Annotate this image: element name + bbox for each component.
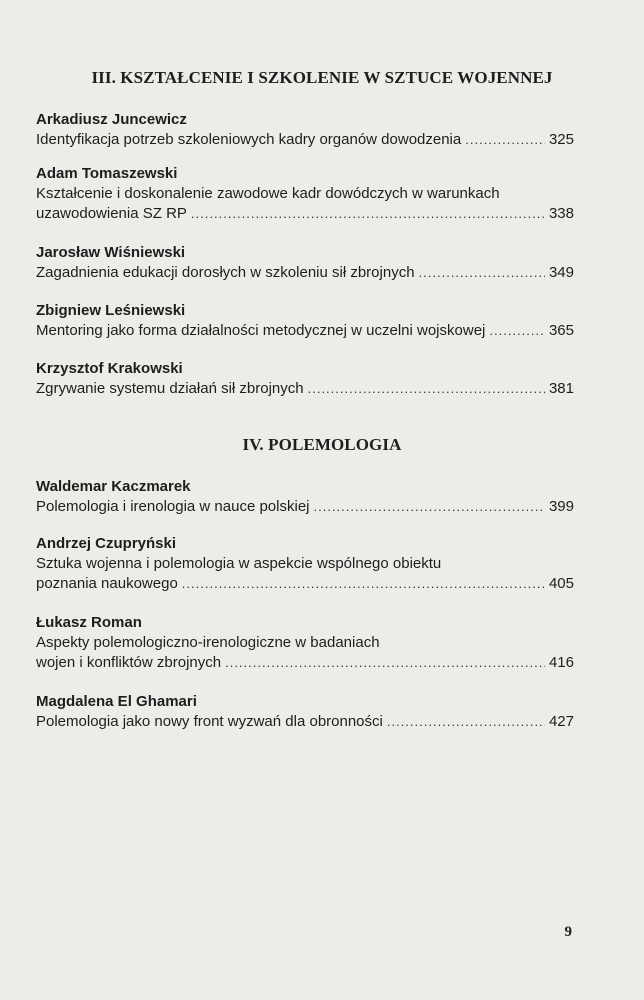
entry-author: Krzysztof Krakowski — [36, 360, 183, 377]
dot-leader — [225, 653, 545, 673]
entry-author: Andrzej Czupryński — [36, 535, 177, 552]
entry-page: 416 — [548, 654, 574, 671]
toc-entry — [36, 359, 574, 399]
entry-title-line — [36, 321, 574, 341]
entry-title: Zagadnienia edukacji dorosłych w szkoleniu sił zbrojnych — [36, 264, 415, 281]
page-number: 9 — [564, 924, 572, 940]
entry-title-line — [36, 263, 574, 283]
entry-title: Mentoring jako forma działalności metodycznej w uczelni wojskowej — [36, 322, 486, 339]
entry-title: Identyfikacja potrzeb szkoleniowych kadry organów dowodzenia — [36, 131, 462, 148]
entry-title: uzawodowienia SZ RP — [36, 205, 187, 222]
entry-page: 427 — [548, 713, 574, 730]
toc-entry — [36, 243, 574, 283]
entry-author: Jarosław Wiśniewski — [36, 244, 186, 261]
section-heading: IV. POLEMOLOGIA — [242, 435, 402, 454]
dot-leader — [191, 204, 545, 224]
entry-author: Łukasz Roman — [36, 614, 142, 631]
dot-leader — [489, 321, 545, 341]
toc-entry — [36, 692, 574, 732]
entry-title-line — [36, 204, 574, 224]
entry-page: 405 — [548, 575, 574, 592]
entry-author: Zbigniew Leśniewski — [36, 302, 186, 319]
dot-leader — [308, 379, 545, 399]
entry-title: Polemologia i irenologia w nauce polskiej — [36, 498, 310, 515]
entry-title: Polemologia jako nowy front wyzwań dla obronności — [36, 713, 383, 730]
toc-entry — [36, 477, 574, 517]
dot-leader — [419, 263, 545, 283]
entry-page: 399 — [548, 498, 574, 515]
entry-title: Aspekty polemologiczno-irenologiczne w badaniach — [36, 634, 380, 651]
entry-title: Kształcenie i doskonalenie zawodowe kadr dowódczych w warunkach — [36, 185, 500, 202]
entry-page: 381 — [548, 380, 574, 397]
entry-title-line — [36, 712, 574, 732]
entry-author: Adam Tomaszewski — [36, 165, 178, 182]
toc-entry — [36, 613, 574, 673]
entry-author: Arkadiusz Juncewicz — [36, 111, 187, 128]
entry-title-line — [36, 379, 574, 399]
entry-page: 365 — [548, 322, 574, 339]
entry-title-line — [36, 653, 574, 673]
entry-title-line — [36, 130, 574, 150]
entry-title: wojen i konfliktów zbrojnych — [36, 654, 222, 671]
section-heading: III. KSZTAŁCENIE I SZKOLENIE W SZTUCE WOJENNEJ — [91, 68, 553, 87]
dot-leader — [387, 712, 545, 732]
entry-page: 325 — [548, 131, 574, 148]
entry-page: 338 — [548, 205, 574, 222]
dot-leader — [314, 497, 545, 517]
dot-leader — [182, 574, 545, 594]
entry-author: Waldemar Kaczmarek — [36, 478, 191, 495]
entry-title-line — [36, 574, 574, 594]
entry-title: poznania naukowego — [36, 575, 178, 592]
toc-entry — [36, 301, 574, 341]
toc-entry — [36, 534, 574, 594]
toc-entry — [36, 164, 574, 224]
entry-title: Zgrywanie systemu działań sił zbrojnych — [36, 380, 304, 397]
entry-page: 349 — [548, 264, 574, 281]
entry-title: Sztuka wojenna i polemologia w aspekcie wspólnego obiektu — [36, 555, 442, 572]
toc-entry — [36, 110, 574, 150]
entry-author: Magdalena El Ghamari — [36, 693, 197, 710]
dot-leader — [465, 130, 545, 150]
entry-title-line — [36, 497, 574, 517]
